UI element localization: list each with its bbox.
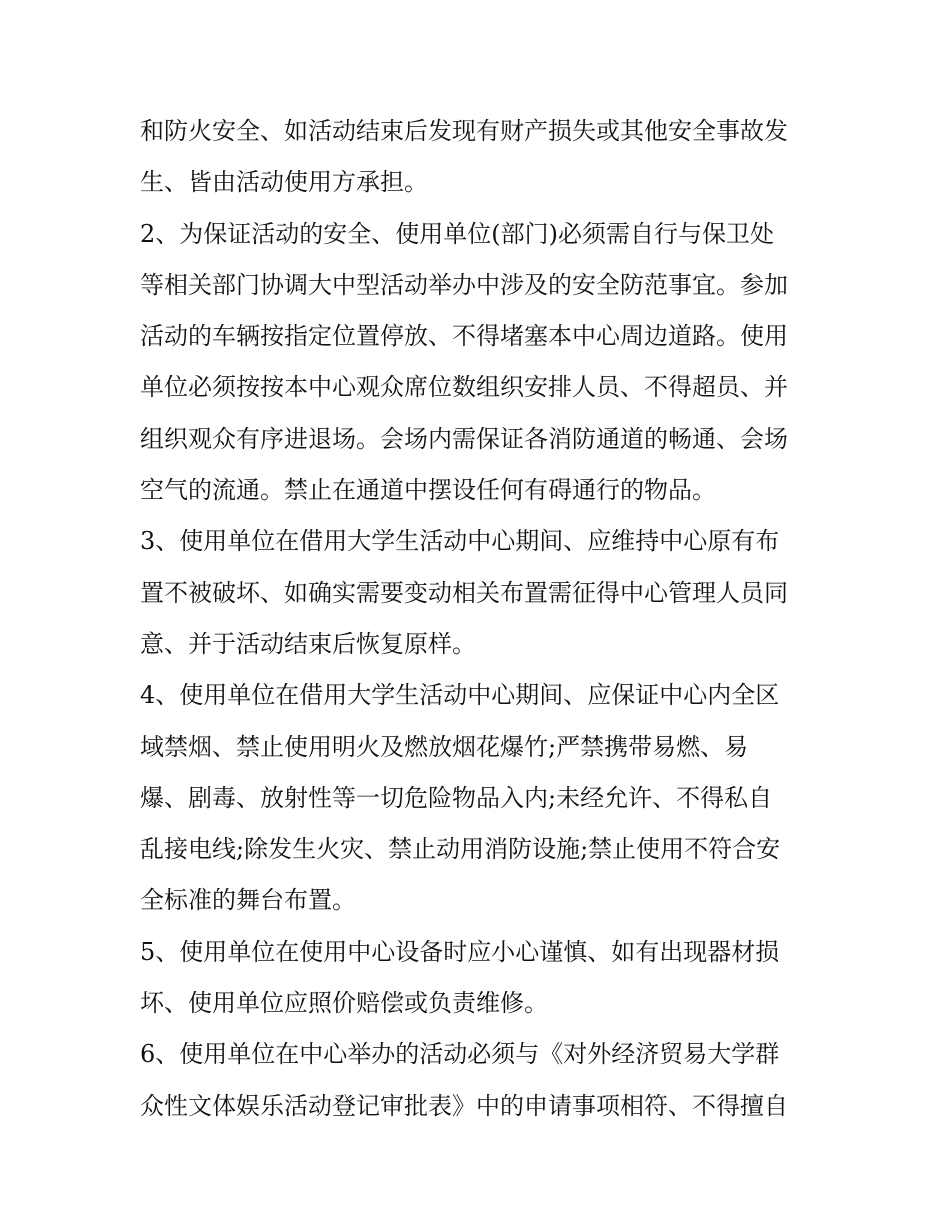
document-body xyxy=(140,106,820,1132)
text-line: 和防火安全、如活动结束后发现有财产损失或其他安全事故发 xyxy=(140,117,788,145)
text-line: 域禁烟、禁止使用明火及燃放烟花爆竹;严禁携带易燃、易 xyxy=(140,732,749,761)
text-line: 生、皆由活动使用方承担。 xyxy=(140,168,428,197)
text-line: 单位必须按按本中心观众席位数组织安排人员、不得超员、并 xyxy=(140,373,788,402)
text-line: 5、使用单位在使用中心设备时应小心谨慎、如有出现器材损 xyxy=(140,937,780,966)
text-line: 爆、剧毒、放射性等一切危险物品入内;未经允许、不得私自 xyxy=(140,783,773,812)
text-line: 等相关部门协调大中型活动举办中涉及的安全防范事宜。参加 xyxy=(140,270,788,299)
text-line: 坏、使用单位应照价赔偿或负责维修。 xyxy=(140,989,548,1018)
text-line: 乱接电线;除发生火灾、禁止动用消防设施;禁止使用不符合安 xyxy=(140,835,781,864)
text-line: 6、使用单位在中心举办的活动必须与《对外经济贸易大学群 xyxy=(140,1040,780,1069)
text-line: 4、使用单位在借用大学生活动中心期间、应保证中心内全区 xyxy=(140,681,780,710)
text-line: 全标准的舞台布置。 xyxy=(140,886,356,915)
text-line: 空气的流通。禁止在通道中摆设任何有碍通行的物品。 xyxy=(140,476,716,505)
text-line: 众性文体娱乐活动登记审批表》中的申请事项相符、不得擅自 xyxy=(140,1091,788,1120)
text-line: 置不被破坏、如确实需要变动相关布置需征得中心管理人员同 xyxy=(140,578,788,607)
text-line: 组织观众有序进退场。会场内需保证各消防通道的畅通、会场 xyxy=(140,424,788,453)
text-line: 2、为保证活动的安全、使用单位(部门)必须需自行与保卫处 xyxy=(140,219,774,248)
text-line: 3、使用单位在借用大学生活动中心期间、应维持中心原有布 xyxy=(140,527,780,556)
text-line: 意、并于活动结束后恢复原样。 xyxy=(140,629,476,658)
text-line: 活动的车辆按指定位置停放、不得堵塞本中心周边道路。使用 xyxy=(140,322,788,351)
